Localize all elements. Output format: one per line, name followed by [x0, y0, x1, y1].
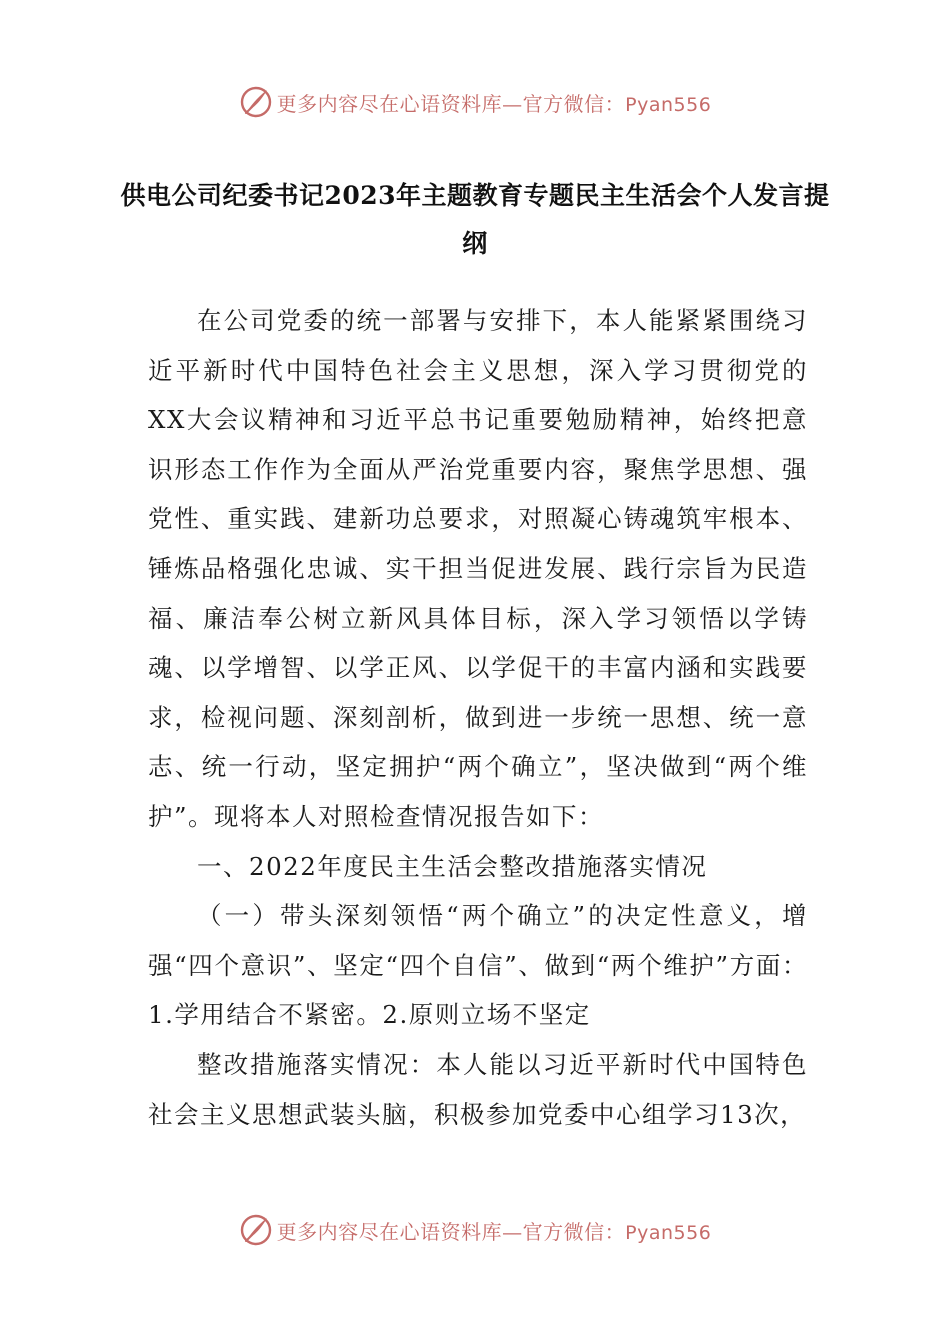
- document-title: 供电公司纪委书记2023年主题教育专题民主生活会个人发言提纲: [120, 181, 830, 258]
- paragraph-rectification: 整改措施落实情况：本人能以习近平新时代中国特色社会主义思想武装头脑，积极参加党委中心组学习13次，: [148, 1049, 808, 1129]
- quill-logo-icon: [239, 1213, 273, 1247]
- watermark-header: [0, 80, 950, 124]
- quill-logo-icon: [239, 85, 273, 119]
- watermark-text: 更多内容尽在心语资料库—官方微信：Pyan556: [276, 1219, 712, 1244]
- paragraph-intro: 在公司党委的统一部署与安排下，本人能紧紧围绕习近平新时代中国特色社会主义思想，深入学习贯彻党的XX大会议精神和习近平总书记重要勉励精神，始终把意识形态工作作为全面从严治党重要内容，聚焦学思想、强党性、重实践、建新功总要求，对照凝心铸魂筑牢根本、锤炼品格强化忠诚、实干担当促进发展、践行宗旨为民造福、廉洁奉公树立新风具体目标，深入学习领悟以学铸魂、以学增智、以学正风、以学促干的丰富内涵和实践要求，检视问题、深刻剖析，做到进一步统一思想、统一意志、统一行动，坚定拥护“两个确立”，坚决做到“两个维护”。现将本人对照检查情况报告如下：: [148, 306, 808, 831]
- subsection-heading-1: （一）带头深刻领悟“两个确立”的决定性意义，增强“四个意识”、坚定“四个自信”、做到“两个维护”方面：1.学用结合不紧密。2.原则立场不坚定: [148, 901, 808, 1030]
- document-body: [148, 296, 808, 1139]
- watermark-wechat-id: Pyan556: [625, 93, 712, 116]
- section-heading-1: 一、2022年度民主生活会整改措施落实情况: [197, 851, 708, 881]
- watermark-text: 更多内容尽在心语资料库—官方微信：Pyan556: [276, 91, 712, 116]
- watermark-wechat-id: Pyan556: [625, 1221, 712, 1244]
- watermark-footer: [0, 1208, 950, 1252]
